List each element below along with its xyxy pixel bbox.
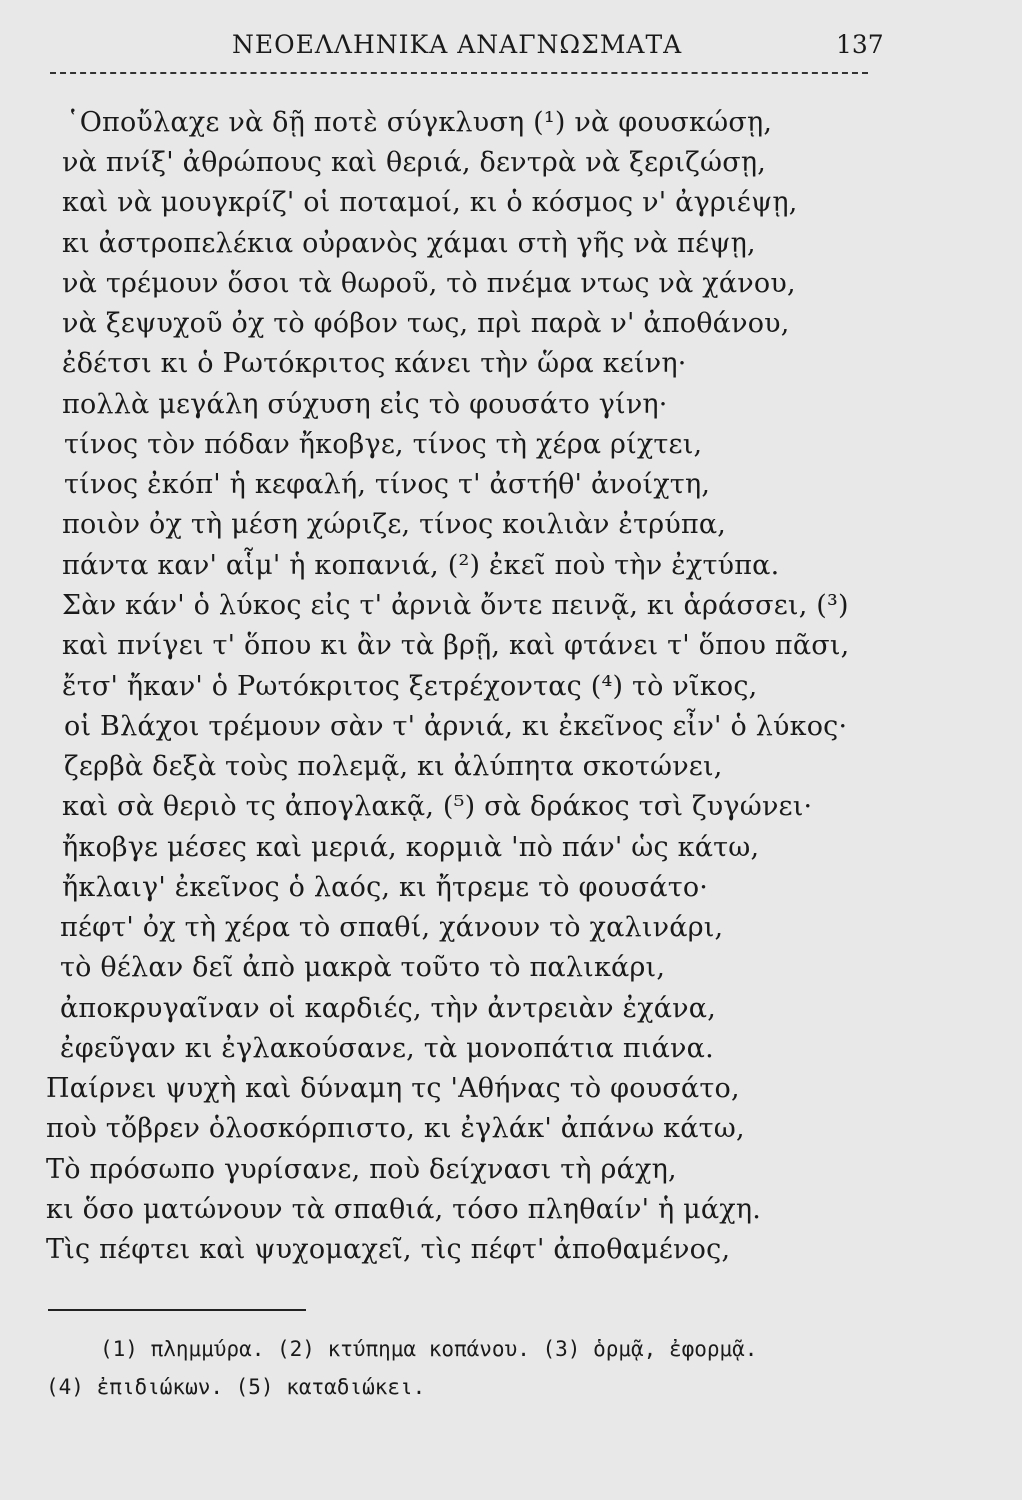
verse-line: Τὸ πρόσωπο γυρίσανε, ποὺ δείχνασι τὴ ράχη,	[46, 1154, 677, 1185]
verse-line: ῾Οποὔλαχε νὰ δῇ ποτὲ σύγκλυση (¹) νὰ φουσκώσῃ,	[66, 107, 773, 138]
header-rule	[50, 72, 868, 74]
verse-line: κι ἀστροπελέκια οὐρανὸς χάμαι στὴ γῆς νὰ πέψῃ,	[62, 228, 756, 259]
verse-line: ποιὸν ὀχ τὴ μέση χώριζε, τίνος κοιλιὰν ἐτρύπα,	[62, 509, 727, 540]
verse-line: τίνος τὸν πόδαν ἤκοβγε, τίνος τὴ χέρα ρίχτει,	[64, 429, 703, 460]
verse-line: ἐδέτσι κι ὁ Ρωτόκριτος κάνει τὴν ὥρα κείνη·	[62, 348, 687, 379]
verse-line: τὸ θέλαν δεῖ ἀπὸ μακρὰ τοῦτο τὸ παλικάρι,	[60, 952, 666, 983]
verse-line: ἔτσ' ἤκαν' ὁ Ρωτόκριτος ξετρέχοντας (⁴) τὸ νῖκος,	[62, 671, 758, 702]
verse-line: πέφτ' ὀχ τὴ χέρα τὸ σπαθί, χάνουν τὸ χαλινάρι,	[60, 912, 724, 943]
verse-line: Σὰν κάν' ὁ λύκος εἰς τ' ἀρνιὰ ὄντε πεινᾷ, κι ἁράσσει, (³)	[62, 590, 849, 621]
verse-line: πάντα καν' αἷμ' ἡ κοπανιά, (²) ἐκεῖ ποὺ τὴν ἐχτύπα.	[62, 550, 780, 581]
verse-line: κι ὅσο ματώνουν τὰ σπαθιά, τόσο πληθαίν' ἡ μάχη.	[46, 1194, 762, 1225]
verse-line: καὶ πνίγει τ' ὅπου κι ἂν τὰ βρῇ, καὶ φτάνει τ' ὅπου πᾶσι,	[62, 630, 850, 661]
verse-line: πολλὰ μεγάλη σύχυση εἰς τὸ φουσάτο γίνη·	[62, 389, 668, 420]
verse-line: νὰ τρέμουν ὅσοι τὰ θωροῦ, τὸ πνέμα ντως νὰ χάνου,	[62, 268, 796, 299]
verse-line: νὰ πνίξ' ἀθρώπους καὶ θεριά, δεντρὰ νὰ ξεριζώσῃ,	[62, 147, 766, 178]
verse-line: νὰ ξεψυχοῦ ὀχ τὸ φόβον τως, πρὶ παρὰ ν' ἀποθάνου,	[62, 308, 790, 339]
verse-line: ζερβὰ δεξὰ τοὺς πολεμᾷ, κι ἀλύπητα σκοτώνει,	[64, 751, 723, 782]
verse-line: οἱ Βλάχοι τρέμουν σὰν τ' ἀρνιά, κι ἐκεῖνος εἶν' ὁ λύκος·	[64, 711, 848, 742]
page-number: 137	[836, 30, 884, 59]
running-head	[0, 30, 1022, 70]
verse-line: ἐφεῦγαν κι ἐγλακούσανε, τὰ μονοπάτια πιάνα.	[60, 1033, 714, 1064]
verse-line: ἀποκρυγαῖναν οἱ καρδιές, τὴν ἀντρειὰν ἐχάνα,	[60, 993, 716, 1024]
running-title: ΝΕΟΕΛΛΗΝΙΚΑ ΑΝΑΓΝΩΣΜΑΤΑ	[232, 30, 683, 59]
verse-line: τίνος ἐκόπ' ἡ κεφαλή, τίνος τ' ἀστήθ' ἀνοίχτη,	[64, 469, 711, 500]
footnote-line: (1) πλημμύρα. (2) κτύπημα κοπάνου. (3) ὁρμᾷ, ἐφορμᾷ.	[100, 1337, 758, 1361]
verse-line: καὶ νὰ μουγκρίζ' οἱ ποταμοί, κι ὁ κόσμος ν' ἀγριέψῃ,	[62, 187, 798, 218]
verse-line: ἤκλαιγ' ἐκεῖνος ὁ λαός, κι ἤτρεμε τὸ φουσάτο·	[62, 872, 709, 903]
verse-line: ἤκοβγε μέσες καὶ μεριά, κορμιὰ 'πὸ πάν' ὡς κάτω,	[62, 832, 760, 863]
footnote-line: (4) ἐπιδιώκων. (5) καταδιώκει.	[46, 1375, 426, 1399]
verse-line: ποὺ τὄβρεν ὁλοσκόρπιστο, κι ἐγλάκ' ἀπάνω κάτω,	[46, 1113, 745, 1144]
verse-line: Τὶς πέφτει καὶ ψυχομαχεῖ, τὶς πέφτ' ἀποθαμένος,	[46, 1234, 731, 1265]
verse-line: καὶ σὰ θεριὸ τς ἀπογλακᾷ, (⁵) σὰ δράκος τσὶ ζυγώνει·	[62, 791, 813, 822]
verse-line: Παίρνει ψυχὴ καὶ δύναμη τς 'Αθήνας τὸ φουσάτο,	[46, 1073, 740, 1104]
footnote-rule	[48, 1309, 306, 1311]
